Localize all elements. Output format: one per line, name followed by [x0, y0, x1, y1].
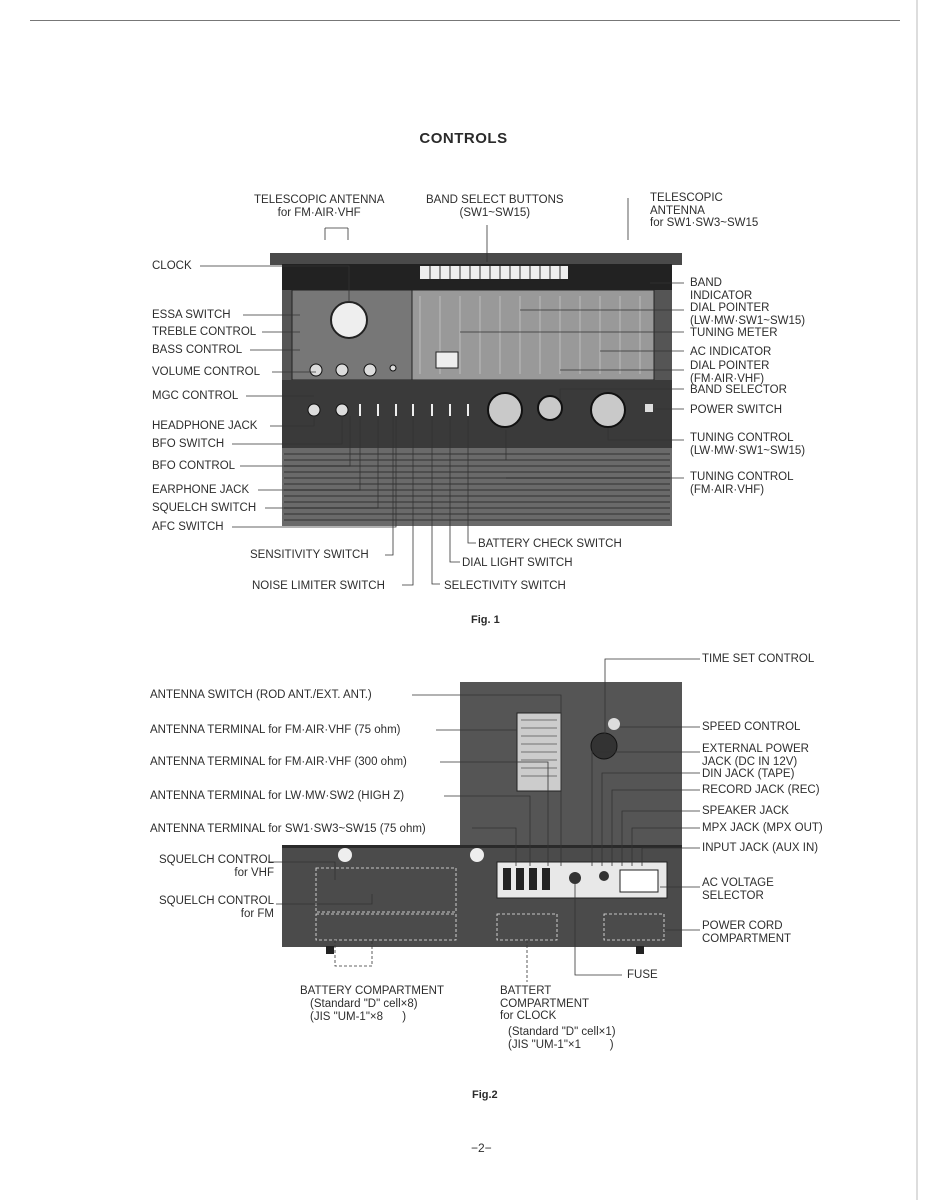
- label-battery-spec: (Standard "D" cell×8) (JIS "UM-1"×8 ): [310, 998, 418, 1023]
- label-earphone-jack: EARPHONE JACK: [152, 484, 250, 496]
- label-band-indicator: BAND INDICATOR: [690, 277, 753, 302]
- label-power-cord-compartment: POWER CORD COMPARTMENT: [702, 920, 792, 945]
- label-tuning-meter: TUNING METER: [690, 327, 778, 339]
- label-fuse: FUSE: [627, 969, 658, 981]
- speed-control-dial: [591, 733, 617, 759]
- label-squelch-switch: SQUELCH SWITCH: [152, 502, 257, 514]
- label-time-set-control: TIME SET CONTROL: [702, 653, 815, 665]
- label-antenna-terminal-sw: ANTENNA TERMINAL for SW1·SW3~SW15 (75 ohm): [150, 823, 426, 835]
- label-speed-control: SPEED CONTROL: [702, 721, 801, 733]
- label-dial-pointer-lw: DIAL POINTER (LW·MW·SW1~SW15): [690, 302, 806, 327]
- label-bfo-control: BFO CONTROL: [152, 460, 236, 472]
- label-band-selector: BAND SELECTOR: [690, 384, 787, 396]
- label-clock: CLOCK: [152, 260, 192, 272]
- label-ac-voltage-selector: AC VOLTAGE SELECTOR: [702, 877, 774, 902]
- label-record-jack: RECORD JACK (REC): [702, 784, 820, 796]
- label-tuning-control-lw: TUNING CONTROL (LW·MW·SW1~SW15): [690, 432, 806, 457]
- label-battery-compartment: BATTERY COMPARTMENT: [300, 985, 444, 997]
- label-headphone-jack: HEADPHONE JACK: [152, 420, 258, 432]
- label-treble-control: TREBLE CONTROL: [152, 326, 257, 338]
- label-speaker-jack: SPEAKER JACK: [702, 805, 789, 817]
- label-dial-pointer-fm: DIAL POINTER (FM·AIR·VHF): [690, 360, 770, 385]
- label-sensitivity-switch: SENSITIVITY SWITCH: [250, 549, 369, 561]
- page-title: CONTROLS: [419, 130, 508, 147]
- label-selectivity-switch: SELECTIVITY SWITCH: [444, 580, 566, 592]
- label-essa-switch: ESSA SWITCH: [152, 309, 231, 321]
- label-ac-indicator: AC INDICATOR: [690, 346, 772, 358]
- label-clock-compartment: BATTERT COMPARTMENT for CLOCK: [500, 985, 590, 1022]
- label-battery-check-switch: BATTERY CHECK SWITCH: [478, 538, 622, 550]
- label-squelch-fm: SQUELCH CONTROL for FM: [158, 895, 274, 920]
- fig1-caption: Fig. 1: [471, 614, 500, 626]
- label-mpx-jack: MPX JACK (MPX OUT): [702, 822, 823, 834]
- label-clock-spec: (Standard "D" cell×1) (JIS "UM-1"×1 ): [508, 1026, 616, 1051]
- label-telescopic-antenna-fm: TELESCOPIC ANTENNA for FM·AIR·VHF: [254, 194, 385, 219]
- label-antenna-terminal-fm-75: ANTENNA TERMINAL for FM·AIR·VHF (75 ohm): [150, 724, 401, 736]
- label-noise-limiter-switch: NOISE LIMITER SWITCH: [252, 580, 385, 592]
- label-din-jack: DIN JACK (TAPE): [702, 768, 795, 780]
- label-bass-control: BASS CONTROL: [152, 344, 243, 356]
- label-power-switch: POWER SWITCH: [690, 404, 782, 416]
- label-antenna-switch: ANTENNA SWITCH (ROD ANT./EXT. ANT.): [150, 689, 372, 701]
- label-telescopic-antenna-sw: TELESCOPIC ANTENNA for SW1·SW3~SW15: [650, 192, 759, 229]
- label-afc-switch: AFC SWITCH: [152, 521, 224, 533]
- radio-rear-upper: [460, 682, 682, 847]
- page-number: −2−: [471, 1141, 492, 1155]
- label-antenna-terminal-fm-300: ANTENNA TERMINAL for FM·AIR·VHF (300 ohm): [150, 756, 407, 768]
- label-dial-light-switch: DIAL LIGHT SWITCH: [462, 557, 573, 569]
- label-antenna-terminal-lw: ANTENNA TERMINAL for LW·MW·SW2 (HIGH Z): [150, 790, 405, 802]
- label-tuning-control-fm: TUNING CONTROL (FM·AIR·VHF): [690, 471, 794, 496]
- label-band-select-buttons: BAND SELECT BUTTONS (SW1~SW15): [426, 194, 564, 219]
- label-bfo-switch: BFO SWITCH: [152, 438, 225, 450]
- label-volume-control: VOLUME CONTROL: [152, 366, 260, 378]
- label-mgc-control: MGC CONTROL: [152, 390, 239, 402]
- label-external-power-jack: EXTERNAL POWER JACK (DC IN 12V): [702, 743, 809, 768]
- label-squelch-vhf: SQUELCH CONTROL for VHF: [158, 854, 274, 879]
- label-input-jack: INPUT JACK (AUX IN): [702, 842, 819, 854]
- fig2-caption: Fig.2: [472, 1089, 498, 1101]
